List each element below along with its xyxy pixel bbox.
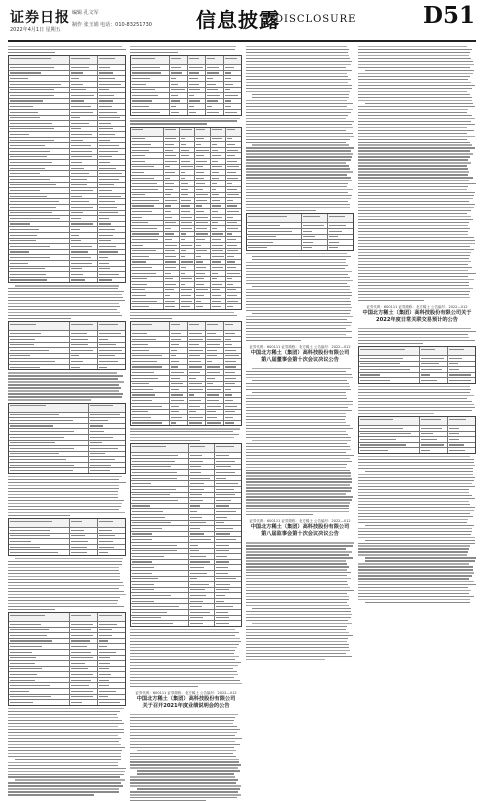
text-block <box>358 328 476 344</box>
issue-date: 2022年4月1日 星期五 <box>10 27 61 33</box>
column-1 <box>8 46 126 692</box>
announcement-subtitle: 第八届董事会第十次会议决议公告 <box>261 357 339 364</box>
announcement-subtitle: 第八届监事会第十次会议决议公告 <box>261 531 339 538</box>
data-table <box>8 612 126 706</box>
table-row <box>9 56 125 65</box>
text-block <box>246 253 354 341</box>
text-block <box>358 386 476 414</box>
data-table <box>130 321 242 426</box>
announcement-title: 中国北方稀土（集团）高科技股份有限公司 <box>136 695 236 702</box>
text-block <box>8 476 126 516</box>
announcement-title: 中国北方稀土（集团）高科技股份有限公司 <box>250 350 350 357</box>
data-table <box>130 127 242 310</box>
table-row <box>9 404 125 413</box>
table-row <box>9 550 125 555</box>
stock-info-line: 证券代码：600111 证券简称：北方稀土 公告编号：2022—012 <box>366 304 468 309</box>
text-block <box>130 118 242 125</box>
table-row <box>9 519 125 528</box>
header-rule <box>8 40 476 42</box>
table-row <box>359 347 475 356</box>
announcement-heading <box>246 519 354 538</box>
table-row <box>247 246 353 251</box>
data-table <box>358 346 476 384</box>
text-block <box>246 368 354 515</box>
column-4 <box>358 46 476 692</box>
data-table <box>246 213 354 251</box>
table-row <box>359 448 475 453</box>
section-title: 信息披露 <box>196 8 280 32</box>
text-block <box>130 629 242 687</box>
data-table <box>130 55 242 115</box>
data-table <box>8 403 126 475</box>
page-number: D51 <box>423 2 475 29</box>
table-row <box>9 613 125 622</box>
table-row <box>131 128 241 137</box>
table-row <box>9 322 125 331</box>
column-3 <box>246 46 354 692</box>
table-row <box>359 417 475 426</box>
text-block <box>130 428 242 441</box>
table-row <box>9 365 125 370</box>
editor-line: 编辑 孔文军 <box>72 10 99 16</box>
table-row <box>131 621 241 626</box>
newspaper-logo: 证券日报 <box>10 10 70 26</box>
desk-line: 制作 张玉娟 电话：010-83251730 <box>72 22 152 28</box>
masthead <box>0 0 484 44</box>
announcement-title: 中国北方稀土（集团）高科技股份有限公司 <box>250 524 350 531</box>
announcement-heading <box>130 691 242 710</box>
stock-info-line: 证券代码：600111 证券简称：北方稀土 公告编号：2022—012 <box>249 519 351 524</box>
data-table <box>8 55 126 283</box>
text-block <box>8 708 126 796</box>
column-2 <box>130 46 242 709</box>
announcement-heading <box>246 345 354 364</box>
text-block <box>130 46 242 53</box>
stock-info-line: 证券代码：600111 证券简称：北方稀土 公告编号：2022—012 <box>135 690 237 695</box>
text-block <box>8 558 126 610</box>
text-block <box>8 285 126 319</box>
table-row <box>131 444 241 453</box>
text-block <box>358 46 476 301</box>
table-row <box>131 110 241 115</box>
text-block <box>130 312 242 319</box>
data-table <box>8 321 126 370</box>
announcement-subtitle: 关于召开2021年度业绩说明会的公告 <box>142 702 230 709</box>
data-table <box>8 518 126 556</box>
text-block <box>8 372 126 400</box>
table-row <box>9 700 125 705</box>
table-row <box>247 214 353 223</box>
text-block <box>246 542 354 660</box>
table-row <box>131 56 241 65</box>
text-block <box>358 456 476 603</box>
table-row <box>131 421 241 426</box>
table-row <box>131 304 241 309</box>
table-row <box>9 468 125 473</box>
data-table <box>130 443 242 626</box>
text-block <box>130 714 242 801</box>
stock-info-line: 证券代码：600111 证券简称：北方稀土 公告编号：2022—012 <box>249 345 351 350</box>
text-block <box>8 46 126 53</box>
table-row <box>9 278 125 283</box>
announcement-subtitle: 2022年度日常关联交易预计的公告 <box>376 316 458 323</box>
data-table <box>358 416 476 454</box>
section-subtitle: DISCLOSURE <box>275 14 357 25</box>
table-row <box>131 322 241 331</box>
announcement-title: 中国北方稀土（集团）高科技股份有限公司关于 <box>362 309 472 316</box>
text-block <box>246 46 354 211</box>
table-row <box>359 378 475 383</box>
announcement-heading <box>358 305 476 324</box>
